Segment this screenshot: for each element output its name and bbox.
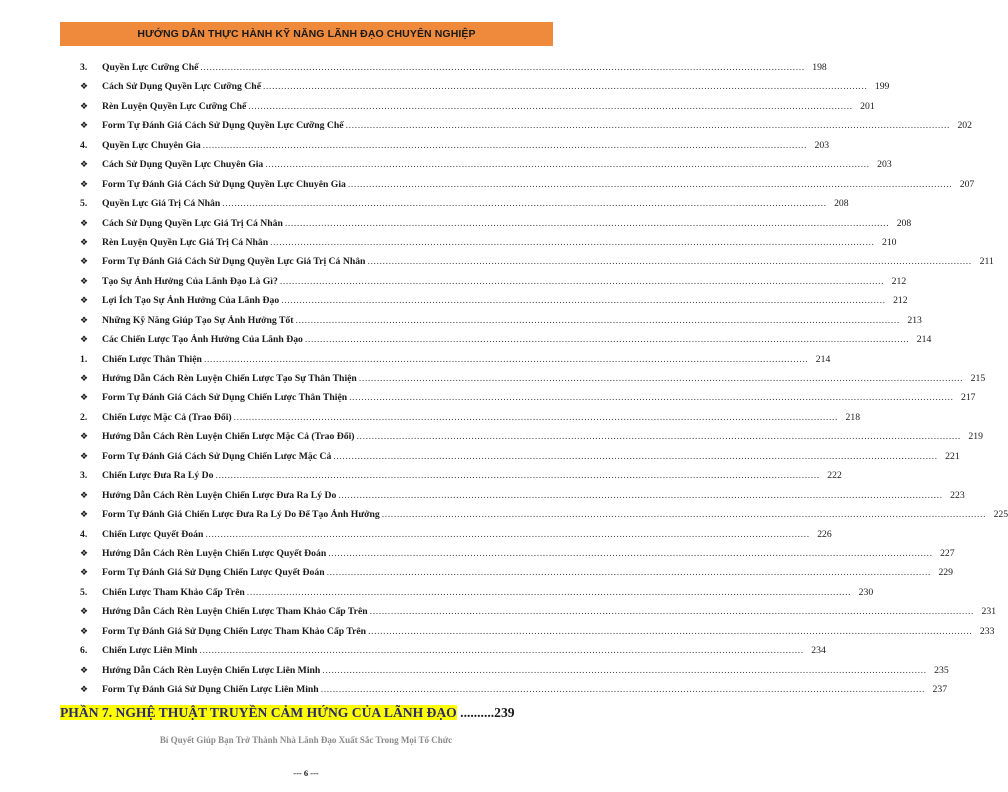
- diamond-bullet-icon: ❖: [80, 432, 89, 443]
- diamond-bullet-icon: ❖: [80, 451, 89, 462]
- toc-entry-page-number: 226: [817, 528, 832, 540]
- toc-entry-page-number: 201: [860, 100, 875, 112]
- toc-entry-title: Quyền Lực Giá Trị Cá Nhân: [102, 198, 221, 210]
- diamond-bullet-icon: ❖: [80, 685, 89, 695]
- section-number: 2.: [80, 411, 88, 423]
- toc-entry[interactable]: [80, 353, 831, 373]
- dot-leader: ........................................................................................................................................................................................................: [345, 120, 950, 132]
- dot-leader: ........................................................................................................................................................................................................: [333, 450, 938, 462]
- toc-entry-title: Form Tự Đánh Giá Sử Dụng Chiến Lược Liên Minh: [102, 684, 319, 695]
- toc-entry[interactable]: [80, 509, 1008, 528]
- dot-leader: ........................................................................................................................................................................................................: [295, 314, 900, 326]
- toc-entry[interactable]: [80, 120, 972, 139]
- dot-leader: ........................................................................................................................................................................................................: [347, 178, 953, 190]
- part-7-heading[interactable]: [60, 705, 530, 721]
- dot-leader: ........................................................................................................................................................................................................: [381, 509, 987, 521]
- toc-entry[interactable]: [80, 547, 955, 567]
- toc-entry-title: Lợi Ích Tạo Sự Ảnh Hưởng Của Lãnh Đạo: [102, 295, 280, 307]
- toc-entry-title: Cách Sử Dụng Quyền Lực Cưỡng Chế: [102, 81, 261, 93]
- toc-entry-title: Chiến Lược Tham Khảo Cấp Trên: [102, 586, 245, 598]
- dot-leader: ........................................................................................................................................................................................................: [233, 411, 839, 423]
- toc-entry-page-number: 211: [979, 256, 994, 268]
- dot-leader: ........................................................................................................................................................................................................: [368, 625, 973, 637]
- toc-entry-page-number: 229: [938, 567, 953, 579]
- toc-entry-page-number: 223: [950, 489, 965, 501]
- diamond-bullet-icon: ❖: [80, 607, 89, 618]
- section-number: 4.: [80, 139, 88, 151]
- toc-entry-title: Form Tự Đánh Giá Sử Dụng Chiến Lược Tham Khảo Cấp Trên: [102, 625, 367, 637]
- diamond-bullet-icon: ❖: [80, 665, 89, 676]
- diamond-bullet-icon: ❖: [80, 335, 89, 346]
- dot-leader: ........................................................................................................................................................................................................: [200, 62, 805, 73]
- toc-entry[interactable]: [80, 178, 975, 198]
- toc-entry-title: Chiến Lược Quyết Đoán: [102, 528, 204, 540]
- diamond-bullet-icon: ❖: [80, 218, 89, 229]
- dot-leader: ........................................................................................................................................................................................................: [369, 606, 975, 618]
- toc-entry[interactable]: [80, 236, 897, 256]
- toc-entry[interactable]: [80, 256, 994, 275]
- toc-entry-title: Quyền Lực Chuyên Gia: [102, 139, 201, 151]
- toc-entry[interactable]: [80, 139, 830, 159]
- table-of-contents: [80, 62, 1008, 703]
- toc-entry-title: Chiến Lược Liên Minh: [102, 645, 198, 657]
- toc-entry-page-number: 214: [916, 334, 932, 346]
- toc-entry[interactable]: [80, 450, 960, 470]
- toc-entry-title: Những Kỹ Năng Giúp Tạo Sự Ảnh Hưởng Tốt: [102, 314, 294, 326]
- toc-entry-page-number: 199: [874, 81, 890, 93]
- toc-entry-title: Các Chiến Lược Tạo Ảnh Hưởng Của Lãnh Đạo: [102, 334, 303, 346]
- toc-entry-page-number: 234: [811, 645, 826, 657]
- diamond-bullet-icon: ❖: [80, 296, 89, 307]
- toc-entry-title: Tạo Sự Ảnh Hưởng Của Lãnh Đạo Là Gì?: [102, 275, 278, 287]
- toc-entry-title: Cách Sử Dụng Quyền Lực Chuyên Gia: [102, 159, 264, 171]
- toc-entry-title: Form Tự Đánh Giá Cách Sử Dụng Quyền Lực Cưỡng Chế: [102, 120, 344, 132]
- dot-leader: ........................................................................................................................................................................................................: [358, 373, 964, 384]
- dot-leader: ........................................................................................................................................................................................................: [367, 256, 972, 268]
- toc-entry[interactable]: [80, 528, 832, 548]
- section-number: 6.: [80, 645, 88, 657]
- part-7-title: PHẦN 7. NGHỆ THUẬT TRUYỀN CẢM HỨNG CỦA LÃNH ĐẠO: [60, 705, 457, 720]
- diamond-bullet-icon: ❖: [80, 237, 89, 248]
- toc-entry-page-number: 208: [834, 198, 849, 210]
- part-7-leader: ..........: [456, 705, 495, 720]
- section-number: 3.: [80, 470, 88, 482]
- toc-entry-page-number: 221: [945, 450, 960, 462]
- toc-entry-title: Form Tự Đánh Giá Cách Sử Dụng Quyền Lực Chuyên Gia: [102, 178, 346, 190]
- dot-leader: ........................................................................................................................................................................................................: [263, 81, 868, 93]
- toc-entry[interactable]: [80, 411, 861, 431]
- toc-entry-title: Rèn Luyện Quyền Lực Cưỡng Chế: [102, 100, 247, 112]
- toc-entry-page-number: 231: [981, 606, 997, 618]
- toc-entry[interactable]: [80, 470, 842, 489]
- toc-entry-page-number: 203: [814, 139, 830, 151]
- toc-entry[interactable]: [80, 489, 965, 509]
- diamond-bullet-icon: ❖: [80, 121, 89, 132]
- dot-leader: ........................................................................................................................................................................................................: [265, 159, 870, 171]
- toc-entry[interactable]: [80, 586, 874, 606]
- toc-entry-title: Chiến Lược Mặc Cả (Trao Đổi): [102, 411, 232, 423]
- toc-entry[interactable]: [80, 314, 922, 334]
- toc-entry[interactable]: [80, 275, 907, 295]
- diamond-bullet-icon: ❖: [80, 568, 89, 579]
- toc-entry-page-number: 214: [815, 353, 831, 365]
- toc-entry[interactable]: [80, 684, 948, 703]
- diamond-bullet-icon: ❖: [80, 510, 89, 521]
- toc-entry-title: Hướng Dẫn Cách Rèn Luyện Chiến Lược Tham Khảo Cấp Trên: [102, 606, 368, 618]
- toc-entry-page-number: 233: [979, 625, 995, 637]
- toc-entry[interactable]: [80, 100, 875, 120]
- diamond-bullet-icon: ❖: [80, 179, 89, 190]
- dot-leader: ........................................................................................................................................................................................................: [356, 431, 961, 443]
- dot-leader: ........................................................................................................................................................................................................: [281, 295, 886, 307]
- page-header-title: HƯỚNG DẪN THỰC HÀNH KỸ NĂNG LÃNH ĐẠO CHUYÊN NGHIỆP: [60, 22, 553, 46]
- toc-entry-title: Form Tự Đánh Giá Chiến Lược Đưa Ra Lý Do Để Tạo Ảnh Hưởng: [102, 509, 380, 521]
- diamond-bullet-icon: ❖: [80, 490, 89, 501]
- dot-leader: ........................................................................................................................................................................................................: [203, 353, 809, 365]
- dot-leader: ........................................................................................................................................................................................................: [338, 489, 943, 501]
- dot-leader: ........................................................................................................................................................................................................: [304, 334, 910, 346]
- toc-entry-page-number: 218: [845, 411, 861, 423]
- toc-entry-page-number: 207: [959, 178, 975, 190]
- diamond-bullet-icon: ❖: [80, 374, 89, 384]
- toc-entry[interactable]: [80, 664, 949, 684]
- toc-entry-title: Hướng Dẫn Cách Rèn Luyện Chiến Lược Đưa Ra Lý Do: [102, 489, 337, 501]
- toc-entry-title: Form Tự Đánh Giá Cách Sử Dụng Quyền Lực Giá Trị Cá Nhân: [102, 256, 366, 268]
- toc-entry-title: Hướng Dẫn Cách Rèn Luyện Chiến Lược Tạo Sự Thân Thiện: [102, 373, 357, 384]
- toc-entry-page-number: 217: [960, 392, 976, 404]
- toc-entry[interactable]: [80, 81, 890, 100]
- toc-entry-page-number: 225: [993, 509, 1008, 521]
- diamond-bullet-icon: ❖: [80, 101, 89, 112]
- dot-leader: ........................................................................................................................................................................................................: [202, 139, 808, 151]
- toc-entry-page-number: 208: [896, 217, 912, 229]
- toc-entry[interactable]: [80, 645, 826, 664]
- dot-leader: ........................................................................................................................................................................................................: [349, 392, 954, 404]
- dot-leader: ........................................................................................................................................................................................................: [199, 645, 804, 657]
- diamond-bullet-icon: ❖: [80, 276, 89, 287]
- toc-entry-title: Form Tự Đánh Giá Cách Sử Dụng Chiến Lược Mặc Cả: [102, 450, 332, 462]
- toc-entry-title: Rèn Luyện Quyền Lực Giá Trị Cá Nhân: [102, 236, 269, 248]
- toc-entry-page-number: 198: [812, 62, 827, 73]
- diamond-bullet-icon: ❖: [80, 626, 89, 637]
- diamond-bullet-icon: ❖: [80, 160, 89, 171]
- diamond-bullet-icon: ❖: [80, 257, 89, 268]
- footer-subtitle: Bí Quyết Giúp Bạn Trở Thành Nhà Lãnh Đạo Xuất Sắc Trong Mọi Tổ Chức: [159, 735, 453, 745]
- toc-entry[interactable]: [80, 334, 932, 353]
- toc-entry[interactable]: [80, 567, 953, 586]
- section-number: 5.: [80, 586, 88, 598]
- toc-entry-page-number: 237: [932, 684, 948, 695]
- toc-entry-title: Hướng Dẫn Cách Rèn Luyện Chiến Lược Mặc Cả (Trao Đổi): [102, 431, 355, 443]
- dot-leader: ........................................................................................................................................................................................................: [248, 100, 853, 112]
- diamond-bullet-icon: ❖: [80, 548, 89, 559]
- toc-entry[interactable]: [80, 431, 983, 450]
- toc-entry[interactable]: [80, 295, 908, 314]
- dot-leader: ........................................................................................................................................................................................................: [215, 470, 820, 482]
- dot-leader: ........................................................................................................................................................................................................: [246, 586, 852, 598]
- toc-entry-page-number: 222: [827, 470, 842, 482]
- toc-entry-page-number: 215: [970, 373, 986, 384]
- section-number: 1.: [80, 353, 88, 365]
- toc-entry-title: Form Tự Đánh Giá Sử Dụng Chiến Lược Quyết Đoán: [102, 567, 325, 579]
- dot-leader: ........................................................................................................................................................................................................: [320, 684, 926, 695]
- diamond-bullet-icon: ❖: [80, 393, 89, 404]
- toc-entry[interactable]: [80, 606, 997, 625]
- toc-entry[interactable]: [80, 392, 976, 411]
- toc-entry[interactable]: [80, 373, 986, 392]
- toc-entry-title: Form Tự Đánh Giá Cách Sử Dụng Chiến Lược Thân Thiện: [102, 392, 348, 404]
- footer-page-number: --- 6 ---: [293, 768, 319, 778]
- dot-leader: ........................................................................................................................................................................................................: [270, 236, 875, 248]
- toc-entry-title: Quyền Lực Cưỡng Chế: [102, 62, 199, 73]
- toc-entry-page-number: 212: [893, 295, 908, 307]
- section-number: 5.: [80, 198, 88, 210]
- toc-entry[interactable]: [80, 62, 827, 81]
- toc-entry[interactable]: [80, 159, 892, 178]
- toc-entry-page-number: 227: [940, 547, 955, 559]
- toc-entry-page-number: 219: [968, 431, 983, 443]
- dot-leader: ........................................................................................................................................................................................................: [279, 275, 885, 287]
- diamond-bullet-icon: ❖: [80, 82, 89, 93]
- toc-entry[interactable]: [80, 625, 995, 645]
- toc-entry[interactable]: [80, 217, 912, 237]
- toc-entry[interactable]: [80, 198, 849, 217]
- toc-entry-page-number: 212: [891, 275, 907, 287]
- part-7-page-number: 239: [494, 705, 515, 720]
- dot-leader: ........................................................................................................................................................................................................: [222, 198, 827, 210]
- toc-entry-page-number: 230: [858, 586, 874, 598]
- toc-entry-title: Chiến Lược Thân Thiện: [102, 353, 202, 365]
- dot-leader: ........................................................................................................................................................................................................: [284, 217, 890, 229]
- toc-entry-title: Cách Sử Dụng Quyền Lực Giá Trị Cá Nhân: [102, 217, 283, 229]
- toc-entry-page-number: 210: [881, 236, 897, 248]
- toc-entry-page-number: 235: [934, 664, 949, 676]
- dot-leader: ........................................................................................................................................................................................................: [328, 547, 933, 559]
- toc-entry-page-number: 213: [907, 314, 922, 326]
- section-number: 3.: [80, 62, 88, 73]
- section-number: 4.: [80, 528, 88, 540]
- diamond-bullet-icon: ❖: [80, 315, 89, 326]
- toc-entry-page-number: 203: [877, 159, 892, 171]
- toc-entry-title: Chiến Lược Đưa Ra Lý Do: [102, 470, 214, 482]
- dot-leader: ........................................................................................................................................................................................................: [322, 664, 927, 676]
- dot-leader: ........................................................................................................................................................................................................: [326, 567, 931, 579]
- toc-entry-page-number: 202: [957, 120, 972, 132]
- toc-entry-title: Hướng Dẫn Cách Rèn Luyện Chiến Lược Quyết Đoán: [102, 547, 327, 559]
- toc-entry-title: Hướng Dẫn Cách Rèn Luyện Chiến Lược Liên Minh: [102, 664, 321, 676]
- dot-leader: ........................................................................................................................................................................................................: [205, 528, 810, 540]
